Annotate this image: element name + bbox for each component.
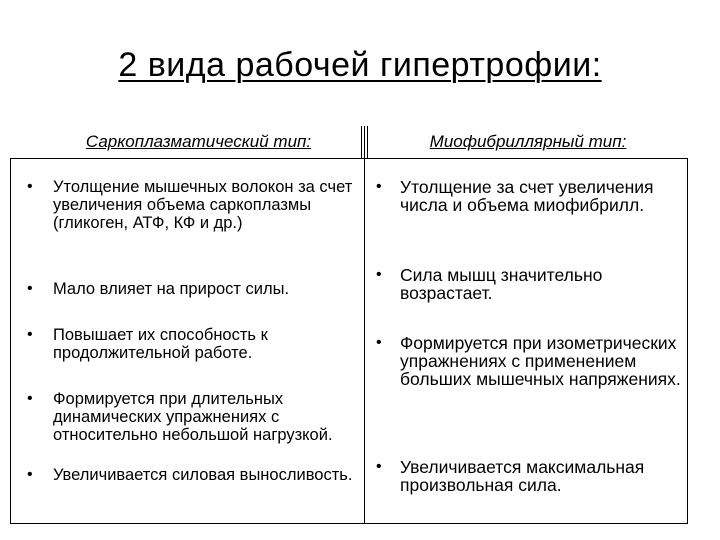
right-item-4: Увеличивается максимальная произвольная сила. bbox=[400, 457, 645, 495]
myofibrillar-heading: Миофибриллярный тип: bbox=[367, 126, 688, 158]
right-item-3: Формируется при изометрических упражнениях с применением больших мышечных напряжениях. bbox=[400, 333, 681, 389]
right-item-2: Сила мышц значительно возрастает. bbox=[400, 265, 603, 303]
bullet-icon: • bbox=[27, 390, 33, 407]
bullet-icon: • bbox=[376, 266, 382, 283]
slide-title: 2 вида рабочей гипертрофии: bbox=[118, 46, 602, 84]
left-item-2: Мало влияет на прирост силы. bbox=[53, 280, 290, 298]
bullet-icon: • bbox=[27, 178, 33, 195]
left-item-1: Утолщение мышечных волокон за счет увеличения объема саркоплазмы (гликоген, АТФ, КФ и др.) bbox=[53, 178, 353, 232]
sarcoplasmic-heading: Саркоплазматический тип: bbox=[36, 126, 362, 158]
bullet-icon: • bbox=[27, 326, 33, 343]
right-item-1: Утолщение за счет увеличения числа и объема миофибрилл. bbox=[400, 177, 654, 215]
bullet-icon: • bbox=[27, 466, 33, 483]
bullet-icon: • bbox=[376, 458, 382, 475]
left-item-5: Увеличивается силовая выносливость. bbox=[53, 466, 353, 484]
bullet-icon: • bbox=[376, 178, 382, 195]
left-item-3: Повышает их способность к продолжительной работе. bbox=[53, 326, 268, 362]
bullet-icon: • bbox=[376, 334, 382, 351]
left-item-4: Формируется при длительных динамических упражнениях с относительно небольшой нагрузкой. bbox=[53, 390, 333, 444]
bullet-icon: • bbox=[27, 280, 33, 297]
